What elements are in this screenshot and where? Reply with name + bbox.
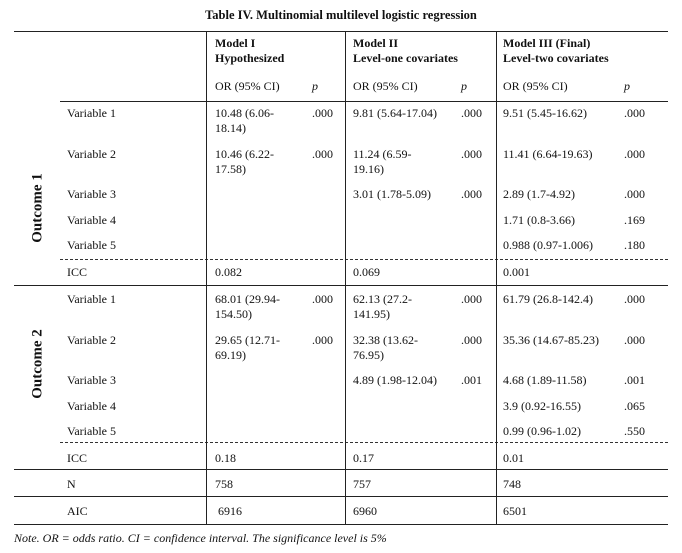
table-title: Table IV. Multinomial multilevel logistic regression: [205, 8, 477, 22]
o1-r1-m3-or: 9.51 (5.45-16.62): [503, 106, 587, 120]
o1-r2-m2-p: .000: [461, 147, 482, 161]
outcome-divider: [14, 285, 668, 286]
o2-r4-var: Variable 4: [67, 399, 116, 413]
n-label: N: [67, 477, 76, 491]
o1-icc-m3: 0.001: [503, 265, 530, 279]
m3-or-header: OR (95% CI): [503, 79, 568, 93]
o1-r1-m3-p: .000: [624, 106, 645, 120]
model2-subtitle: Level-one covariates: [353, 51, 458, 65]
o2-r3-m3-p: .001: [624, 373, 645, 387]
o2-r5-m3-or: 0.99 (0.96-1.02): [503, 424, 581, 438]
o1-r2-m3-p: .000: [624, 147, 645, 161]
aic-m3: 6501: [503, 504, 527, 518]
outcome1-label: Outcome 1: [29, 173, 46, 243]
n-m3: 748: [503, 477, 521, 491]
o1-r2-m1-p: .000: [312, 147, 333, 161]
o1-icc-m2: 0.069: [353, 265, 380, 279]
o2-icc-m3: 0.01: [503, 451, 524, 465]
n-m2: 757: [353, 477, 371, 491]
outcome2-label: Outcome 2: [29, 329, 46, 399]
o1-r3-m3-or: 2.89 (1.7-4.92): [503, 187, 575, 201]
m2-p-header: p: [461, 79, 467, 93]
o2-r3-m2-p: .001: [461, 373, 482, 387]
aic-rule: [14, 496, 668, 497]
n-rule: [14, 469, 668, 470]
model1-name: Model I: [215, 36, 256, 50]
model2-name: Model II: [353, 36, 398, 50]
o1-r3-var: Variable 3: [67, 187, 116, 201]
o1-r5-m3-or: 0.988 (0.97-1.006): [503, 238, 593, 252]
o1-r2-m2-or: 11.24 (6.59-19.16): [353, 147, 412, 176]
o1-icc-m1: 0.082: [215, 265, 242, 279]
m3-p-header: p: [624, 79, 630, 93]
o2-r5-var: Variable 5: [67, 424, 116, 438]
col-rule-3: [496, 31, 497, 524]
o2-icc-label: ICC: [67, 451, 88, 465]
o2-r1-m1-p: .000: [312, 292, 333, 306]
o2-r1-m1-or: 68.01 (29.94-154.50): [215, 292, 280, 321]
col-rule-2: [345, 31, 346, 524]
o1-r1-m1-or: 10.48 (6.06-18.14): [215, 106, 274, 135]
o2-r2-m2-p: .000: [461, 333, 482, 347]
col-rule-1: [206, 31, 207, 524]
outcome1-icc-divider: [60, 259, 668, 260]
o2-r2-m1-p: .000: [312, 333, 333, 347]
o1-r2-var: Variable 2: [67, 147, 116, 161]
o2-r3-m2-or: 4.89 (1.98-12.04): [353, 373, 437, 387]
m1-p-header: p: [312, 79, 318, 93]
m2-or-header: OR (95% CI): [353, 79, 418, 93]
outcome2-icc-divider: [60, 442, 668, 443]
o1-r5-m3-p: .180: [624, 238, 645, 252]
o1-r2-m1-or: 10.46 (6.22-17.58): [215, 147, 274, 176]
o1-r3-m3-p: .000: [624, 187, 645, 201]
o2-r3-var: Variable 3: [67, 373, 116, 387]
aic-m1: 6916: [218, 504, 242, 518]
o2-r4-m3-or: 3.9 (0.92-16.55): [503, 399, 581, 413]
o1-r2-m3-or: 11.41 (6.64-19.63): [503, 147, 593, 161]
bottom-rule: [14, 524, 668, 525]
o1-r4-var: Variable 4: [67, 213, 116, 227]
o1-r1-var: Variable 1: [67, 106, 116, 120]
o1-r1-m2-p: .000: [461, 106, 482, 120]
o2-r4-m3-p: .065: [624, 399, 645, 413]
o1-r4-m3-or: 1.71 (0.8-3.66): [503, 213, 575, 227]
model3-name: Model III (Final): [503, 36, 591, 50]
o1-r1-m2-or: 9.81 (5.64-17.04): [353, 106, 437, 120]
aic-m2: 6960: [353, 504, 377, 518]
o2-r3-m3-or: 4.68 (1.89-11.58): [503, 373, 587, 387]
o1-r1-m1-p: .000: [312, 106, 333, 120]
o2-r1-m3-or: 61.79 (26.8-142.4): [503, 292, 593, 306]
o2-r1-m2-or: 62.13 (27.2-141.95): [353, 292, 412, 321]
o2-r1-m3-p: .000: [624, 292, 645, 306]
o1-r5-var: Variable 5: [67, 238, 116, 252]
o1-r3-m2-or: 3.01 (1.78-5.09): [353, 187, 431, 201]
o2-r2-var: Variable 2: [67, 333, 116, 347]
aic-label: AIC: [67, 504, 88, 518]
model3-subtitle: Level-two covariates: [503, 51, 609, 65]
n-m1: 758: [215, 477, 233, 491]
table-note: Note. OR = odds ratio. CI = confidence interval. The significance level is 5%: [14, 531, 387, 545]
o2-r1-var: Variable 1: [67, 292, 116, 306]
o2-r2-m1-or: 29.65 (12.71-69.19): [215, 333, 280, 362]
m1-or-header: OR (95% CI): [215, 79, 280, 93]
o1-r4-m3-p: .169: [624, 213, 645, 227]
top-rule: [14, 31, 668, 32]
o2-r2-m3-p: .000: [624, 333, 645, 347]
o2-r2-m2-or: 32.38 (13.62-76.95): [353, 333, 418, 362]
o1-icc-label: ICC: [67, 265, 88, 279]
o2-icc-m2: 0.17: [353, 451, 374, 465]
o1-r3-m2-p: .000: [461, 187, 482, 201]
o2-r5-m3-p: .550: [624, 424, 645, 438]
o2-icc-m1: 0.18: [215, 451, 236, 465]
o2-r2-m3-or: 35.36 (14.67-85.23): [503, 333, 599, 347]
subheader-rule: [60, 101, 668, 102]
o2-r1-m2-p: .000: [461, 292, 482, 306]
model1-subtitle: Hypothesized: [215, 51, 285, 65]
